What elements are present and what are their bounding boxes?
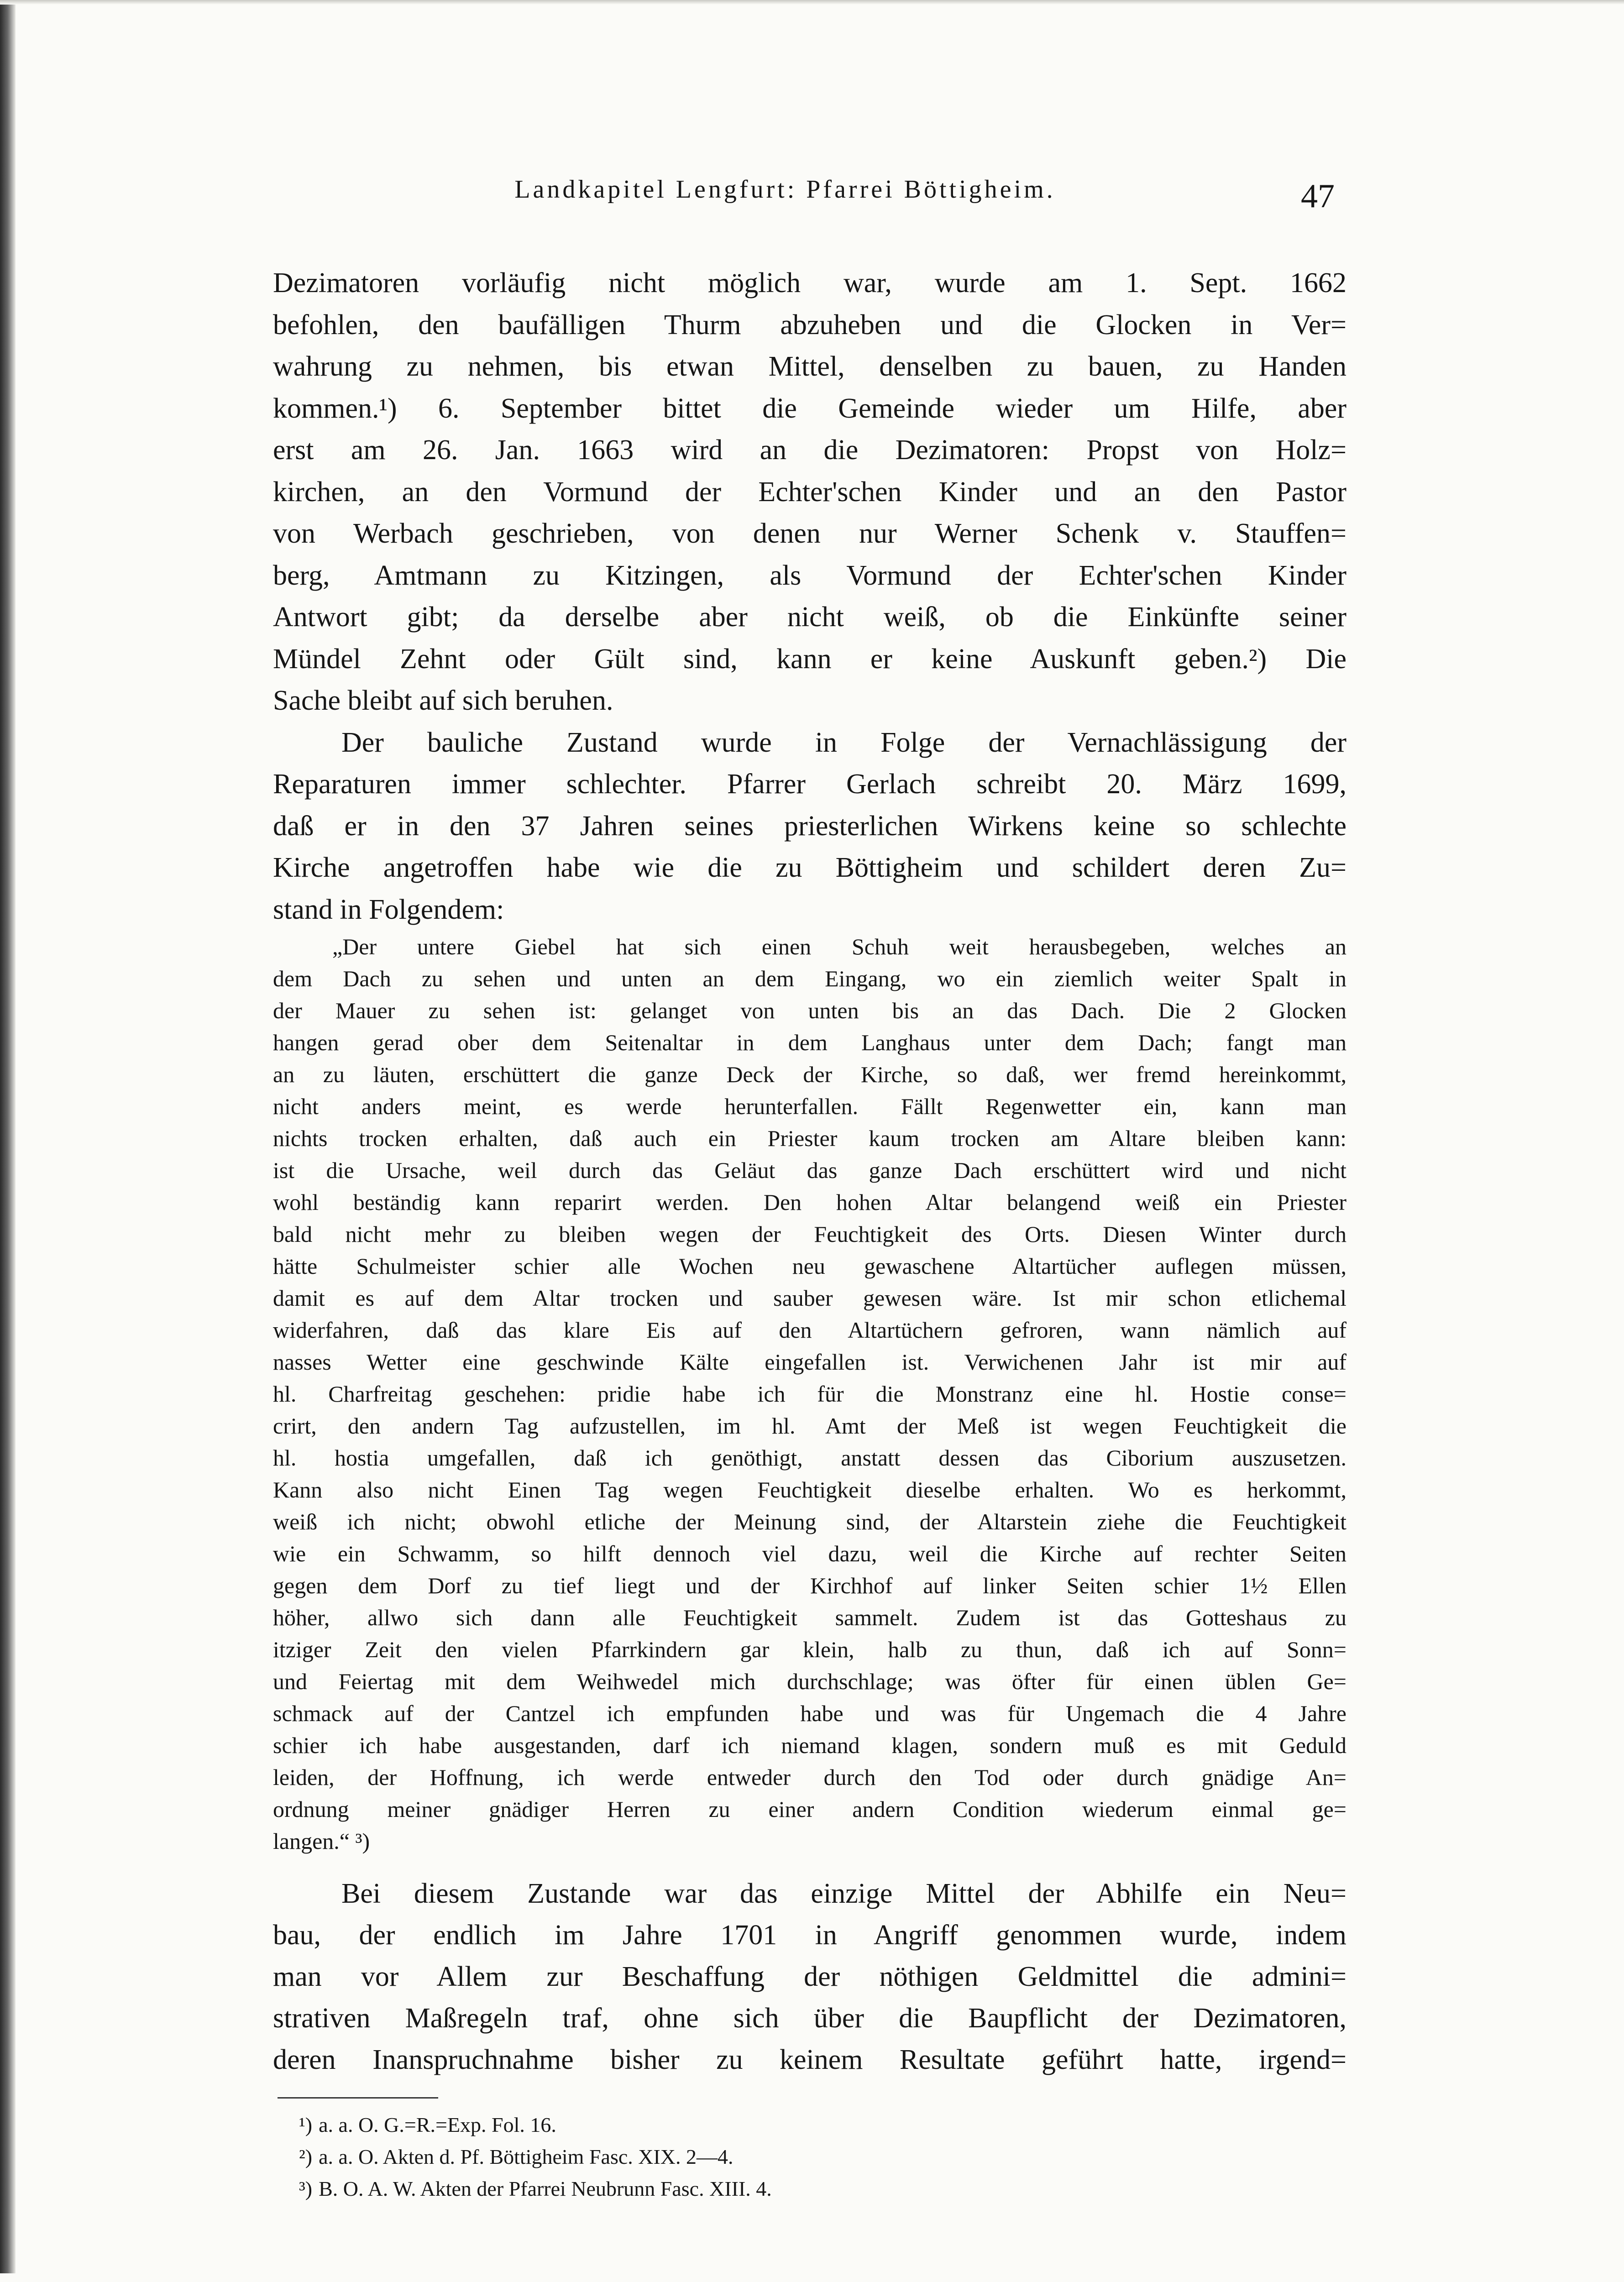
text-line: Bei diesem Zustande war das einzige Mittel der Abhilfe ein Neu=	[341, 1878, 1346, 1909]
text-line: langen.“ ³)	[273, 1828, 370, 1854]
text-line: nasses Wetter eine geschwinde Kälte eingefallen ist. Verwichenen Jahr ist mir auf	[273, 1349, 1346, 1375]
footnote-text: a. a. O. Akten d. Pf. Böttigheim Fasc. XIX. 2—4.	[319, 2145, 733, 2168]
text-line: Der bauliche Zustand wurde in Folge der Vernachlässigung der	[341, 727, 1346, 758]
scan-edge	[0, 0, 16, 2273]
footnote-text: a. a. O. G.=R.=Exp. Fol. 16.	[319, 2113, 556, 2136]
text-line: widerfahren, daß das klare Eis auf den Altartüchern gefroren, wann nämlich auf	[273, 1317, 1346, 1343]
text-line: nicht anders meint, es werde herunterfallen. Fällt Regenwetter ein, kann man	[273, 1094, 1346, 1119]
text-line: wie ein Schwamm, so hilft dennoch viel dazu, weil die Kirche auf rechter Seiten	[273, 1541, 1346, 1566]
text-line: schmack auf der Cantzel ich empfunden habe und was für Ungemach die 4 Jahre	[273, 1701, 1346, 1726]
body-text-bottom	[273, 1873, 1346, 2081]
text-line: Mündel Zehnt oder Gült sind, kann er keine Auskunft geben.²) Die	[273, 643, 1346, 675]
text-line: hangen gerad ober dem Seitenaltar in dem Langhaus unter dem Dach; fangt man	[273, 1030, 1346, 1055]
text-line: crirt, den andern Tag aufzustellen, im hl. Amt der Meß ist wegen Feuchtigkeit die	[273, 1413, 1346, 1439]
body-text-top	[273, 262, 1346, 931]
text-line: nichts trocken erhalten, daß auch ein Priester kaum trocken am Altare bleiben kann:	[273, 1125, 1346, 1151]
text-line: schier ich habe ausgestanden, darf ich niemand klagen, sondern muß es mit Geduld	[273, 1732, 1346, 1758]
text-line: wahrung zu nehmen, bis etwan Mittel, denselben zu bauen, zu Handen	[273, 351, 1346, 382]
text-line: und Feiertag mit dem Weihwedel mich durchschlage; was öfter für einen üblen Ge=	[273, 1669, 1346, 1694]
text-line: bau, der endlich im Jahre 1701 in Angriff genommen wurde, indem	[273, 1920, 1346, 1951]
text-line: hl. Charfreitag geschehen: pridie habe ich für die Monstranz eine hl. Hostie conse=	[273, 1381, 1346, 1407]
text-line: Reparaturen immer schlechter. Pfarrer Gerlach schreibt 20. März 1699,	[273, 769, 1346, 800]
footnote-rule	[278, 2097, 438, 2099]
text-line: man vor Allem zur Beschaffung der nöthigen Geldmittel die admini=	[273, 1961, 1346, 1992]
footnote	[299, 2141, 1346, 2173]
footnote	[299, 2109, 1346, 2141]
text-line: gegen dem Dorf zu tief liegt und der Kirchhof auf linker Seiten schier 1½ Ellen	[273, 1573, 1346, 1598]
text-line: kommen.¹) 6. September bittet die Gemeinde wieder um Hilfe, aber	[273, 393, 1346, 424]
text-line: itziger Zeit den vielen Pfarrkindern gar klein, halb zu thun, daß ich auf Sonn=	[273, 1637, 1346, 1662]
text-line: deren Inanspruchnahme bisher zu keinem Resultate geführt hatte, irgend=	[273, 2044, 1346, 2075]
text-line: Dezimatoren vorläufig nicht möglich war, wurde am 1. Sept. 1662	[273, 267, 1346, 298]
scan-top-edge	[0, 0, 1624, 5]
footnotes	[299, 2109, 1346, 2205]
text-line: kirchen, an den Vormund der Echter'schen Kinder und an den Pastor	[273, 476, 1346, 508]
text-line: wohl beständig kann reparirt werden. Den hohen Altar belangend weiß ein Priester	[273, 1189, 1346, 1215]
text-line: berg, Amtmann zu Kitzingen, als Vormund der Echter'schen Kinder	[273, 560, 1346, 591]
text-line: höher, allwo sich dann alle Feuchtigkeit sammelt. Zudem ist das Gotteshaus zu	[273, 1605, 1346, 1630]
text-line: an zu läuten, erschüttert die ganze Deck der Kirche, so daß, wer fremd hereinkommt,	[273, 1062, 1346, 1087]
text-line: befohlen, den baufälligen Thurm abzuheben und die Glocken in Ver=	[273, 309, 1346, 340]
footnote-text: B. O. A. W. Akten der Pfarrei Neubrunn Fasc. XIII. 4.	[319, 2177, 772, 2200]
text-line: weiß ich nicht; obwohl etliche der Meinung sind, der Altarstein ziehe die Feuchtigkeit	[273, 1509, 1346, 1534]
text-line: „Der untere Giebel hat sich einen Schuh weit herausbegeben, welches an	[332, 934, 1346, 959]
text-line: Antwort gibt; da derselbe aber nicht weiß, ob die Einkünfte seiner	[273, 602, 1346, 633]
text-line: Kirche angetroffen habe wie die zu Böttigheim und schildert deren Zu=	[273, 852, 1346, 883]
block-quote	[273, 931, 1346, 1857]
text-line: von Werbach geschrieben, von denen nur Werner Schenk v. Stauffen=	[273, 518, 1346, 549]
text-line: erst am 26. Jan. 1663 wird an die Dezimatoren: Propst von Holz=	[273, 434, 1346, 466]
footnote-mark: ³)	[299, 2177, 313, 2200]
footnote	[299, 2173, 1346, 2205]
text-line: strativen Maßregeln traf, ohne sich über die Baupflicht der Dezimatoren,	[273, 2003, 1346, 2034]
text-line: bald nicht mehr zu bleiben wegen der Feuchtigkeit des Orts. Diesen Winter durch	[273, 1221, 1346, 1247]
text-line: damit es auf dem Altar trocken und sauber gewesen wäre. Ist mir schon etlichemal	[273, 1285, 1346, 1311]
text-line: leiden, der Hoffnung, ich werde entweder durch den Tod oder durch gnädige An=	[273, 1764, 1346, 1790]
text-line: Sache bleibt auf sich beruhen.	[273, 685, 613, 716]
running-head: Landkapitel Lengfurt: Pfarrei Böttigheim.	[514, 175, 1056, 204]
page-number: 47	[1301, 178, 1335, 215]
text-line: Kann also nicht Einen Tag wegen Feuchtigkeit dieselbe erhalten. Wo es herkommt,	[273, 1477, 1346, 1502]
text-line: hl. hostia umgefallen, daß ich genöthigt, anstatt dessen das Ciborium auszusetzen.	[273, 1445, 1346, 1471]
text-line: daß er in den 37 Jahren seines priesterlichen Wirkens keine so schlechte	[273, 810, 1346, 842]
text-line: ordnung meiner gnädiger Herren zu einer andern Condition wiederum einmal ge=	[273, 1796, 1346, 1822]
text-line: dem Dach zu sehen und unten an dem Eingang, wo ein ziemlich weiter Spalt in	[273, 966, 1346, 991]
footnote-mark: ²)	[299, 2145, 313, 2168]
text-line: ist die Ursache, weil durch das Geläut das ganze Dach erschüttert wird und nicht	[273, 1157, 1346, 1183]
text-line: der Mauer zu sehen ist: gelanget von unten bis an das Dach. Die 2 Glocken	[273, 998, 1346, 1023]
text-line: stand in Folgendem:	[273, 894, 504, 925]
text-line: hätte Schulmeister schier alle Wochen neu gewaschene Altartücher auflegen müssen,	[273, 1253, 1346, 1279]
footnote-mark: ¹)	[299, 2113, 313, 2136]
